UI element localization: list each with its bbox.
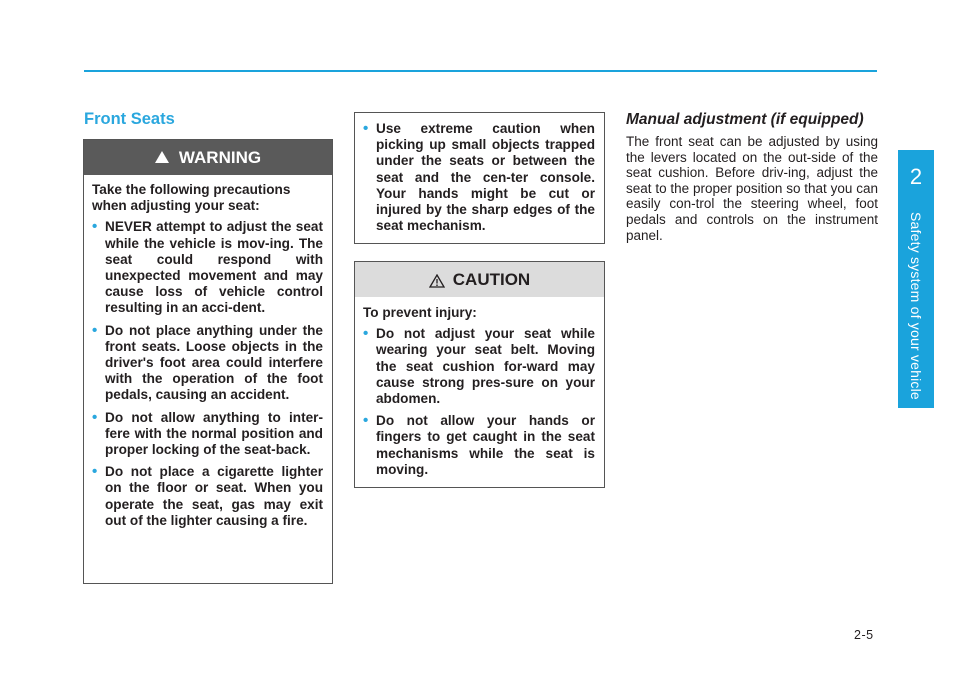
list-item: • NEVER attempt to adjust the seat while the vehicle is mov-ing. The seat could respond with unexpected movement and may cause loss of vehicle control resulting in an acci-dent. [92,219,323,316]
list-item: • Do not place anything under the front seats. Loose objects in the driver's foot area could interfere with the operation of the foot pedals, causing an accident. [92,323,323,404]
header-rule [84,70,877,72]
caution-intro: To prevent injury: [363,305,477,320]
warning-triangle-icon [155,151,169,163]
manual-adjustment-heading: Manual adjustment (if equipped) [626,111,864,128]
warning-header [84,140,332,175]
section-title: Front Seats [84,110,175,128]
caution-header [355,262,604,297]
chapter-number: 2 [909,164,923,189]
caution-triangle-icon [429,274,445,288]
list-item: • Do not adjust your seat while wearing your seat belt. Moving the seat cushion for-ward may cause strong pres-sure on your abdomen. [363,326,595,407]
caution-box [354,261,605,488]
chapter-title: Safety system of your vehicle [908,212,924,400]
list-item: • Do not allow your hands or fingers to get caught in the seat mechanisms while the seat is moving. [363,413,595,478]
list-item: • Do not allow anything to inter-fere with the normal position and proper locking of the seat-back. [92,410,323,459]
warning-continued-list [363,121,595,234]
manual-adjustment-body: The front seat can be adjusted by using the levers located on the out-side of the seat cushion. Before driv-ing, adjust the seat to the proper position so that you can easily con-trol the steering wheel, foot pedals and controls on the instrument panel. [626,134,878,243]
warning-intro: Take the following precautions when adjusting your seat: [92,182,291,214]
chapter-side-tab [898,150,934,408]
list-item: • Use extreme caution when picking up small objects trapped under the seats or between the seat and the cen-ter console. Your hands might be cut or injured by the sharp edges of the seat mechanism. [363,121,595,234]
caution-heading: CAUTION [452,269,531,289]
warning-heading: WARNING [178,147,262,167]
list-item: • Do not place a cigarette lighter on the floor or seat. When you operate the seat, gas may exit out of the lighter causing a fire. [92,464,323,529]
caution-list [363,326,595,478]
warning-box [83,139,333,584]
warning-list [92,219,323,529]
page-number: 2-5 [854,628,874,642]
warning-continued-box [354,112,605,244]
